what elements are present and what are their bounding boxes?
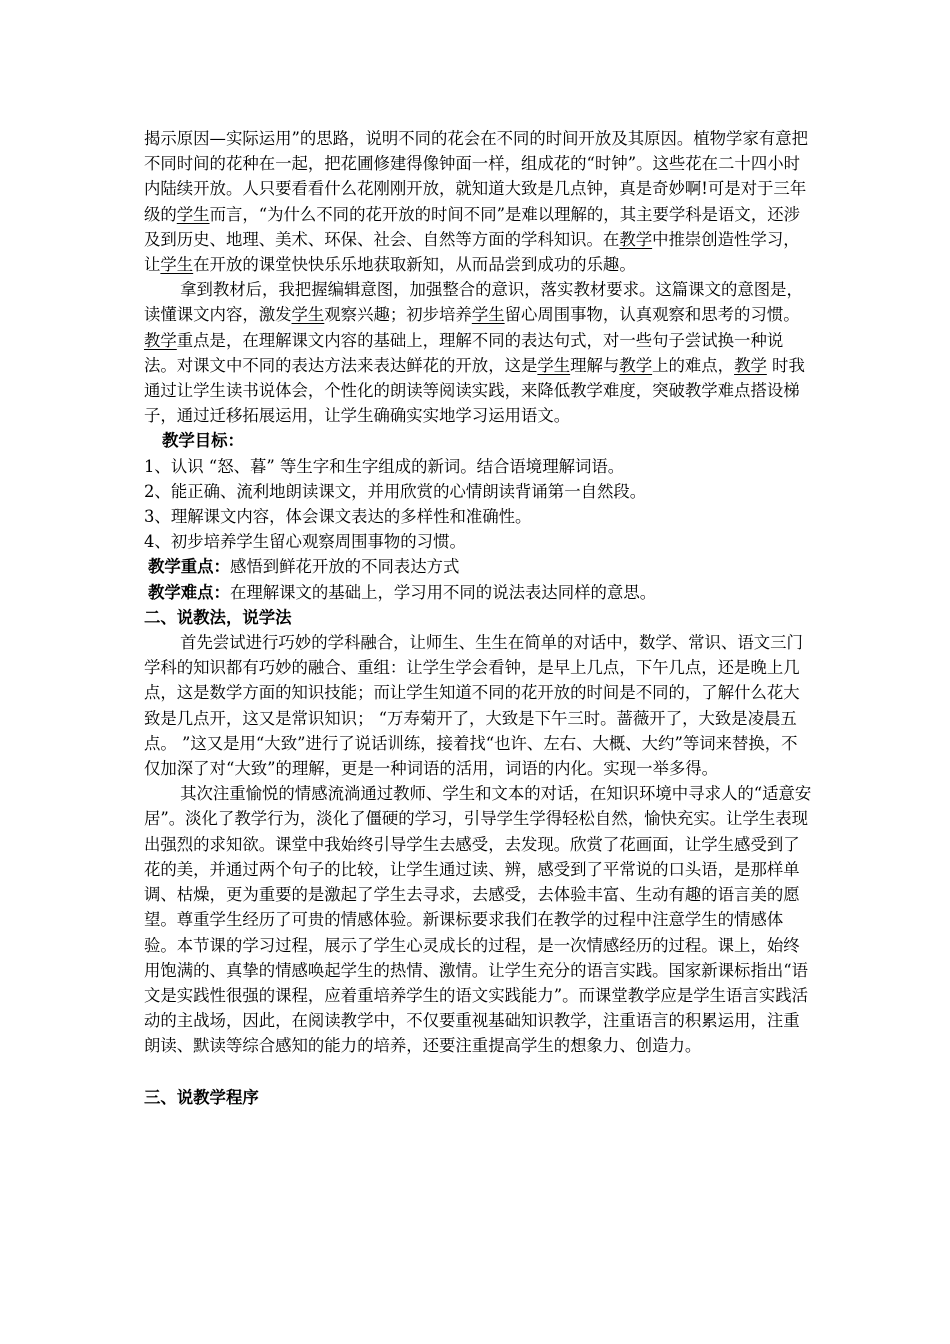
difficulty-label: 教学难点：	[148, 582, 230, 602]
underlined-term: 学生	[291, 305, 325, 325]
text-run: 在开放的课堂快快乐乐地获取新知，从而品尝到成功的乐趣。	[193, 255, 636, 275]
difficulty-line	[144, 580, 812, 605]
underlined-term: 教学	[734, 355, 767, 375]
methods-paragraph-2: 其次注重愉悦的情感流淌通过教师、学生和文本的对话，在知识环境中寻求人的“适意安居”。淡化了教学行为，淡化了僵硬的学习，引导学生学得轻松自然，愉快充实。让学生表现出强烈的求知欲。课堂中我始终引导学生去感受，去发现。欣赏了花画面，让学生感受到了花的美，并通过两个句子的比较，让学生通过读、辨，感受到了平常说的口头语，是那样单调、枯燥，更为重要的是激起了学生去寻求，去感受，去体验丰富、生动有趣的语言美的愿望。尊重学生经历了可贵的情感体验。新课标要求我们在教学的过程中注意学生的情感体验。本节课的学习过程，展示了学生心灵成长的过程，是一次情感经历的过程。课上，始终用饱满的、真挚的情感唤起学生的热情、激情。让学生充分的语言实践。国家新课标指出“语文是实践性很强的课程，应着重培养学生的语文实践能力”。而课堂教学应是学生语言实践活动的主战场，因此，在阅读教学中，不仅要重视基础知识教学，注重语言的积累运用，注重朗读、默读等综合感知的能力的培养，还要注重提高学生的想象力、创造力。	[144, 784, 812, 1056]
text-run: 观察兴趣；初步培养	[324, 305, 472, 325]
goal-item: 2、能正确、流利地朗读课文，并用欣赏的心情朗读背诵第一自然段。	[144, 481, 647, 501]
text-run: 上的难点，	[652, 355, 735, 375]
underlined-term: 学生	[471, 305, 505, 325]
goals-title: 教学目标：	[162, 431, 244, 451]
underlined-term: 学生	[176, 204, 210, 224]
text-run: 而言，“为什么不同的花开放的时间不同”是难以理解的，其主要学科是语文，还涉及到历史、地理、美术、环保、社会、自然等方面的学科知识。在	[144, 204, 800, 249]
difficulty-text: 在理解课文的基础上，学习用不同的说法表达同样的意思。	[229, 582, 657, 602]
section-heading-methods: 二、说教法，说学法	[144, 607, 292, 627]
key-point-label: 教学重点：	[148, 557, 230, 577]
text-run: 揭示原因—实际运用”的思路，说明不同的花会在不同的时间开放及其原因。植物学家有意把不同时间的花种在一起，把花圃修建得像钟面一样，组成花的“时钟”。这些花在二十四小时内陆续开放。人只要看看什么花刚刚开放，就知道大致是几点钟，真是奇妙啊!可是对于三年级的	[144, 129, 809, 224]
key-point-line	[144, 554, 812, 579]
goal-item: 4、初步培养学生留心观察周围事物的习惯。	[144, 532, 466, 552]
underlined-term: 教学	[619, 229, 653, 249]
goal-item: 1、认识 “怒、暮” 等生字和生字组成的新词。结合语境理解词语。	[144, 456, 625, 476]
text-run: 拿到教材后，我把握编辑意图，加强整合的意识，落实教材要求。这篇课文的意图是，读懂课文内容，激发	[144, 280, 803, 325]
document-body	[144, 126, 812, 1110]
methods-paragraph-1: 首先尝试进行巧妙的学科融合，让师生、生生在简单的对话中，数学、常识、语文三门学科的知识都有巧妙的融合、重组：让学生学会看钟，是早上几点，下午几点，还是晚上几点，这是数学方面的知识技能；而让学生知道不同的花开放的时间是不同的，了解什么花大致是几点开，这又是常识知识； “万寿菊开了，大致是下午三时。蔷薇开了，大致是凌晨五点。 ”这又是用“大致”进行了说话训练，接着找“也许、左右、大概、大约”等词来替换，不仅加深了对“大致”的理解，更是一种词语的活用，词语的内化。实现一举多得。	[144, 633, 803, 779]
underlined-term: 教学	[144, 330, 177, 350]
underlined-term: 教学	[619, 355, 653, 375]
text-run: 理解与	[570, 355, 620, 375]
section-heading-procedure: 三、说教学程序	[144, 1087, 259, 1107]
key-point-text: 感悟到鲜花开放的不同表达方式	[229, 557, 460, 577]
underlined-term: 学生	[537, 355, 571, 375]
text-run: 留心周围事物，认真观察和思考的习惯。	[504, 305, 800, 325]
materials-paragraph	[144, 277, 812, 428]
intro-paragraph	[144, 126, 812, 277]
underlined-term: 学生	[160, 255, 194, 275]
goal-item: 3、理解课文内容，体会课文表达的多样性和准确性。	[144, 507, 532, 527]
text-run: 中推崇创造性学习，让	[144, 229, 800, 275]
blank-line	[144, 1059, 812, 1085]
text-run: 时我通过让学生读书说体会，个性化的朗读等阅读实践，来降低教学难度，突破教学难点搭设梯子，通过迁移拓展运用，让学生确确实实地学习运用语文。	[144, 355, 805, 426]
text-run: 重点是，在理解课文内容的基础上，理解不同的表达句式，对一些句子尝试换一种说法。对课文中不同的表达方法来表达鲜花的开放，这是	[144, 330, 784, 375]
